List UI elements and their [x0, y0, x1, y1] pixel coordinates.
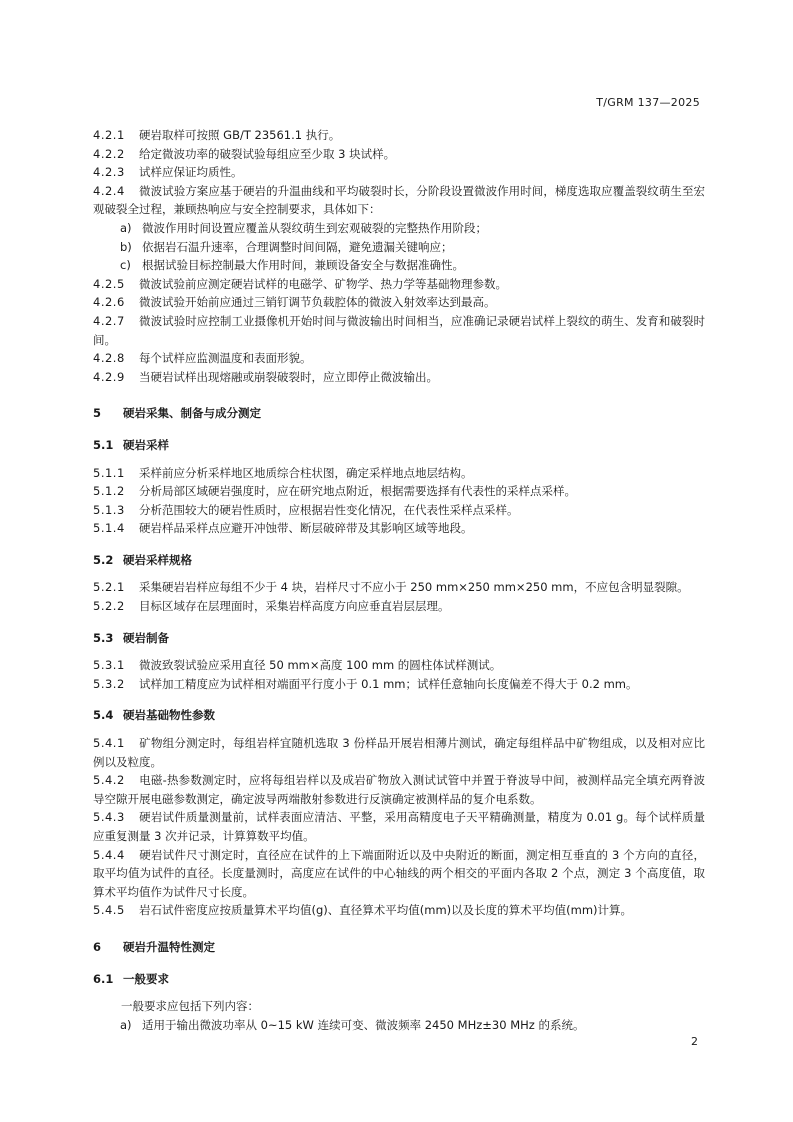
clause-number: 5.4.5: [93, 903, 125, 918]
list-item-6-1-a: [93, 1016, 705, 1035]
clause-5-1-1: [93, 464, 705, 483]
clause-4-2-9: [93, 368, 705, 387]
section-heading-5-2: [93, 551, 705, 570]
clause-4-2-5: [93, 275, 705, 294]
clause-4-2-1: [93, 126, 705, 145]
clause-5-2-1: [93, 578, 705, 597]
clause-number: 4.2.5: [93, 276, 125, 291]
intro-paragraph: 一般要求应包括下列内容：: [121, 999, 259, 1014]
clause-4-2-8: [93, 349, 705, 368]
list-label: a): [120, 1017, 132, 1032]
section-title: 硬岩采样: [123, 437, 169, 452]
clause-text: 采样前应分析采样地区地质综合柱状图，确定采样地点地层结构。: [139, 465, 473, 480]
clause-text: 分析范围较大的硬岩性质时，应根据岩性变化情况，在代表性采样点采样。: [139, 502, 519, 517]
clause-5-4-1: [93, 734, 705, 771]
clause-number: 4.2.3: [93, 165, 125, 180]
clause-number: 5.3.1: [93, 658, 125, 673]
list-label: b): [120, 239, 132, 254]
clause-number: 4.2.8: [93, 351, 125, 366]
clause-4-2-6: [93, 293, 705, 312]
clause-text: 微波致裂试验应采用直径 50 mm×高度 100 mm 的圆柱体试样测试。: [139, 658, 502, 673]
clause-text: 硬岩试件尺寸测定时，直径应在试件的上下端面附近以及中央附近的断面，测定相互垂直的 3 个方向的直径，取平均值为试件的直径。长度量测时，高度应在试件的中心轴线的两个相交的平面内各取 2 个点，测定 3 个高度值，取算术平均值作为试件尺寸长度。: [93, 847, 705, 899]
clause-number: 5.2.2: [93, 599, 125, 614]
section-heading-5-4: [93, 706, 705, 725]
clause-text: 当硬岩试样出现熔融或崩裂破裂时，应立即停止微波输出。: [139, 369, 438, 384]
clause-text: 微波试验开始前应通过三销钉调节负载腔体的微波入射效率达到最高。: [139, 295, 496, 310]
section-title: 硬岩采集、制备与成分测定: [123, 406, 261, 421]
list-text: 适用于输出微波功率从 0~15 kW 连续可变、微波频率 2450 MHz±30 MHz 的系统。: [142, 1017, 585, 1032]
document-code: T/GRM 137—2025: [596, 96, 700, 109]
clause-text: 微波试验前应测定硬岩试样的电磁学、矿物学、热力学等基础物理参数。: [139, 276, 507, 291]
clause-5-4-3: [93, 808, 705, 845]
clause-number: 5.2.1: [93, 580, 125, 595]
clause-text: 微波试验方案应基于硬岩的升温曲线和平均破裂时长，分阶段设置微波作用时间，梯度选取应覆盖裂纹萌生至宏观破裂全过程，兼顾热响应与安全控制要求，具体如下：: [93, 183, 705, 217]
clause-number: 5.4.1: [93, 736, 125, 751]
clause-number: 5.1.2: [93, 484, 125, 499]
section-title: 硬岩采样规格: [123, 552, 192, 567]
clause-number: 5.1.1: [93, 465, 125, 480]
section-title: 一般要求: [123, 971, 169, 986]
clause-4-2-7: [93, 312, 705, 349]
section-number: 5.4: [93, 708, 114, 723]
clause-text: 岩石试件密度应按质量算术平均值(g)、直径算术平均值(mm)以及长度的算术平均值(mm)计算。: [139, 903, 633, 918]
clause-4-2-4: [93, 182, 705, 219]
clause-text: 硬岩取样可按照 GB/T 23561.1 执行。: [139, 128, 341, 142]
clause-5-1-3: [93, 501, 705, 520]
section-heading-6-1: [93, 970, 705, 989]
clause-text: 采集硬岩岩样应每组不少于 4 块，岩样尺寸不应小于 250 mm×250 mm×250 mm，不应包含明显裂隙。: [139, 580, 689, 595]
list-text: 依据岩石温升速率，合理调整时间间隔，避免遗漏关键响应；: [142, 239, 453, 254]
clause-number: 5.4.3: [93, 810, 125, 825]
section-title: 硬岩升温特性测定: [123, 939, 215, 954]
clause-text: 分析局部区域硬岩强度时，应在研究地点附近，根据需要选择有代表性的采样点采样。: [139, 484, 576, 499]
list-label: c): [120, 258, 131, 273]
section-title: 硬岩基础物性参数: [123, 708, 215, 723]
clause-number: 5.1.4: [93, 521, 125, 536]
clause-5-4-4: [93, 846, 705, 902]
clause-number: 5.4.4: [93, 847, 125, 862]
clause-5-1-4: [93, 519, 705, 538]
section-heading-6: [93, 938, 705, 957]
clause-4-2-2: [93, 145, 705, 164]
section-number: 5: [93, 406, 102, 421]
clause-text: 微波试验时应控制工业摄像机开始时间与微波输出时间相当，应准确记录硬岩试样上裂纹的萌生、发育和破裂时间。: [93, 313, 705, 347]
clause-4-2-3: [93, 163, 705, 182]
clause-number: 4.2.6: [93, 295, 125, 310]
page-content: [93, 126, 705, 1034]
clause-number: 4.2.7: [93, 313, 125, 328]
clause-number: 4.2.2: [93, 146, 125, 161]
clause-text: 电磁-热参数测定时，应将每组岩样以及成岩矿物放入测试试管中并置于脊波导中间，被测样品完全填充两脊波导空隙开展电磁参数测定，确定波导两端散射参数进行反演确定被测样品的复介电系数。: [93, 773, 705, 806]
section-heading-5-1: [93, 436, 705, 455]
list-text: 根据试验目标控制最大作用时间，兼顾设备安全与数据准确性。: [142, 258, 464, 273]
clause-5-4-2: [93, 771, 705, 808]
section-heading-5-3: [93, 629, 705, 648]
clause-number: 5.4.2: [93, 773, 125, 788]
clause-5-3-2: [93, 675, 705, 694]
clause-text: 目标区域存在层理面时，采集岩样高度方向应垂直岩层层理。: [139, 599, 450, 614]
section-number: 5.2: [93, 552, 114, 567]
clause-5-2-2: [93, 597, 705, 616]
section-heading-5: [93, 404, 705, 423]
section-number: 6.1: [93, 971, 114, 986]
clause-text: 硬岩样品采样点应避开冲蚀带、断层破碎带及其影响区域等地段。: [139, 521, 473, 536]
section-title: 硬岩制备: [123, 630, 169, 645]
list-item-4-2-4-b: [93, 238, 705, 257]
clause-text: 每个试样应监测温度和表面形貌。: [139, 351, 312, 366]
section-number: 5.3: [93, 630, 114, 645]
list-item-4-2-4-c: [93, 256, 705, 275]
list-label: a): [120, 220, 132, 235]
clause-number: 5.3.2: [93, 676, 125, 691]
list-item-4-2-4-a: [93, 219, 705, 238]
page-number: 2: [691, 1035, 698, 1048]
section-number: 5.1: [93, 437, 114, 452]
clause-5-3-1: [93, 656, 705, 675]
clause-number: 4.2.1: [93, 128, 125, 142]
clause-number: 4.2.4: [93, 183, 125, 198]
clause-text: 矿物组分测定时，每组岩样宜随机选取 3 份样品开展岩相薄片测试，确定每组样品中矿物组成，以及相对应比例以及粒度。: [93, 736, 705, 769]
clause-5-1-2: [93, 482, 705, 501]
clause-text: 硬岩试件质量测量前，试样表面应清洁、平整，采用高精度电子天平精确测量，精度为 0.01 g。每个试样质量应重复测量 3 次并记录，计算算数平均值。: [93, 810, 705, 843]
clause-text: 试样加工精度应为试样相对端面平行度小于 0.1 mm；试样任意轴向长度偏差不得大于 0.2 mm。: [139, 676, 638, 691]
clause-number: 4.2.9: [93, 369, 125, 384]
section-number: 6: [93, 939, 102, 954]
clause-text: 试样应保证均质性。: [139, 165, 243, 180]
clause-text: 给定微波功率的破裂试验每组应至少取 3 块试样。: [139, 146, 396, 161]
clause-5-4-5: [93, 901, 705, 920]
list-text: 微波作用时间设置应覆盖从裂纹萌生到宏观破裂的完整热作用阶段；: [142, 220, 487, 235]
clause-number: 5.1.3: [93, 502, 125, 517]
